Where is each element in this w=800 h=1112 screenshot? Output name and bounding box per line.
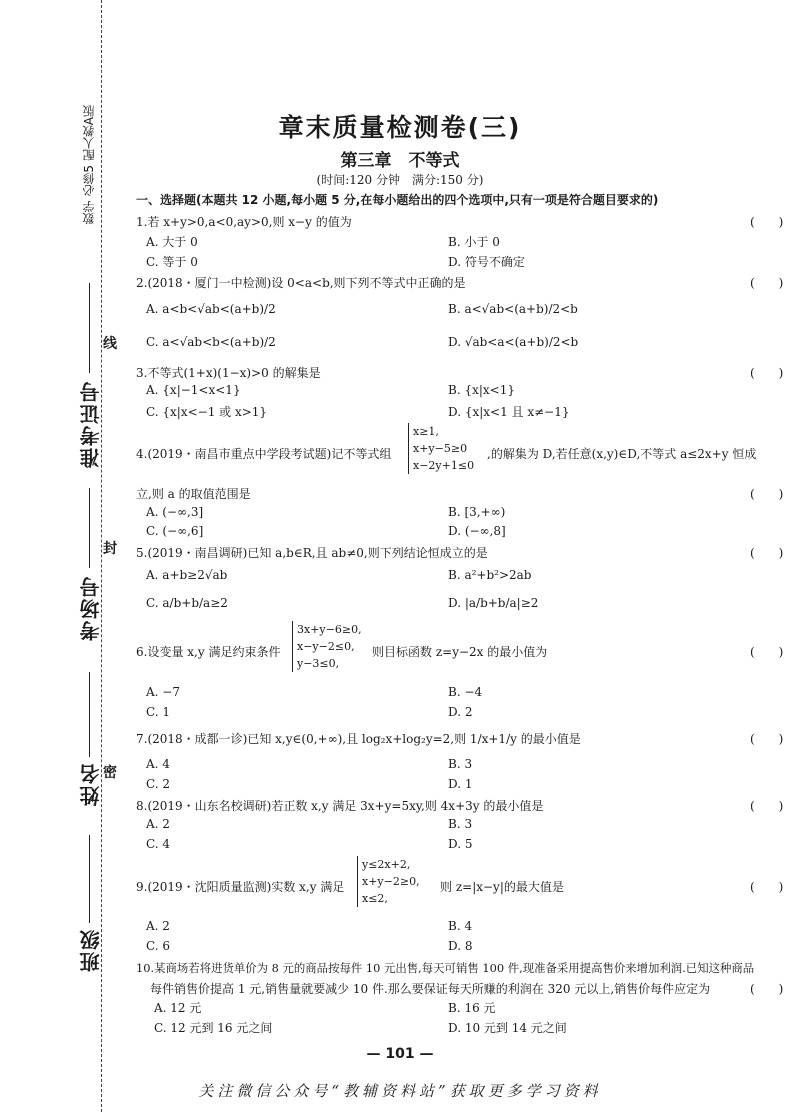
answer-blank-4[interactable]: ( )	[750, 487, 784, 501]
chapter-title: 第三章 不等式	[340, 151, 460, 171]
field-exam-number: 准考证号	[79, 380, 103, 468]
seal-mark-secret: 密	[103, 765, 117, 781]
q9-option-b[interactable]: B. 4	[448, 919, 473, 933]
question-4-stem-2: 立,则 a 的取值范围是	[136, 487, 251, 501]
question-10-stem: 10.某商场若将进货单价为 8 元的商品按每件 10 元出售,每天可销售 100 件,现准备采用提高售价来增加利润.已知这种商品	[136, 961, 755, 975]
q6-option-c[interactable]: C. 1	[146, 705, 171, 719]
q7-option-b[interactable]: B. 3	[448, 757, 473, 771]
q9-constraint-system	[357, 856, 420, 907]
q9-system-line: x≤2,	[362, 892, 388, 905]
answer-blank-5[interactable]: ( )	[750, 546, 784, 560]
q3-option-d[interactable]: D. {x|x<1 且 x≠−1}	[448, 405, 570, 419]
answer-blank-1[interactable]: ( )	[750, 215, 784, 229]
answer-blank-9[interactable]: ( )	[750, 880, 784, 894]
q1-option-c[interactable]: C. 等于 0	[146, 255, 198, 269]
q3-option-a[interactable]: A. {x|−1<x<1}	[146, 383, 241, 397]
question-4-stem-tail: ,的解集为 D,若任意(x,y)∈D,不等式 a≤2x+y 恒成	[487, 447, 757, 461]
field-exam-number-line	[89, 283, 90, 373]
answer-blank-6[interactable]: ( )	[750, 645, 784, 659]
q10-option-d[interactable]: D. 10 元到 14 元之间	[448, 1021, 567, 1035]
question-9-stem: 9.(2019・沈阳质量监测)实数 x,y 满足	[136, 880, 345, 894]
answer-blank-3[interactable]: ( )	[750, 366, 784, 380]
q4-inequality-system	[408, 423, 474, 474]
seal-mark-seal: 封	[103, 541, 117, 557]
q4-system-line: x+y−5≥0	[413, 442, 468, 455]
question-5-stem: 5.(2019・南昌调研)已知 a,b∈R,且 ab≠0,则下列结论恒成立的是	[136, 546, 488, 560]
page-title: 章末质量检测卷(三)	[278, 113, 522, 142]
q4-option-c[interactable]: C. (−∞,6]	[146, 524, 204, 538]
question-4-stem: 4.(2019・南昌市重点中学段考试题)记不等式组	[136, 447, 392, 461]
q5-option-c[interactable]: C. a/b+b/a≥2	[146, 596, 228, 610]
q6-option-b[interactable]: B. −4	[448, 685, 483, 699]
q6-system-line: y−3≤0,	[297, 657, 340, 670]
q8-option-c[interactable]: C. 4	[146, 837, 171, 851]
q9-option-c[interactable]: C. 6	[146, 939, 171, 953]
field-exam-room: 考场号	[79, 575, 103, 641]
q8-option-b[interactable]: B. 3	[448, 817, 473, 831]
answer-blank-2[interactable]: ( )	[750, 276, 784, 290]
field-class-line	[89, 835, 90, 923]
edition-label: 数学 必修5 配人教A版	[82, 105, 96, 225]
section-heading: 一、选择题(本题共 12 小题,每小题 5 分,在每小题给出的四个选项中,只有一项是符合题目要求的)	[136, 193, 659, 207]
page-number: — 101 —	[366, 1046, 434, 1062]
q10-option-b[interactable]: B. 16 元	[448, 1001, 496, 1015]
question-3-stem: 3.不等式(1+x)(1−x)>0 的解集是	[136, 366, 321, 380]
q3-option-c[interactable]: C. {x|x<−1 或 x>1}	[146, 405, 268, 419]
q9-option-d[interactable]: D. 8	[448, 939, 473, 953]
q8-option-d[interactable]: D. 5	[448, 837, 473, 851]
q6-system-line: x−y−2≤0,	[297, 640, 355, 653]
footer-note: 关注微信公众号“教辅资料站”获取更多学习资料	[198, 1082, 602, 1100]
q7-option-c[interactable]: C. 2	[146, 777, 171, 791]
q3-option-b[interactable]: B. {x|x<1}	[448, 383, 515, 397]
q4-system-line: x≥1,	[413, 425, 439, 438]
answer-blank-8[interactable]: ( )	[750, 799, 784, 813]
q10-option-c[interactable]: C. 12 元到 16 元之间	[154, 1021, 273, 1035]
question-7-stem: 7.(2018・成都一诊)已知 x,y∈(0,+∞),且 log₂x+log₂y=2,则 1/x+1/y 的最小值是	[136, 732, 581, 746]
q6-system-line: 3x+y−6≥0,	[297, 623, 362, 636]
q1-option-a[interactable]: A. 大于 0	[146, 235, 198, 249]
q8-option-a[interactable]: A. 2	[146, 817, 170, 831]
question-2-stem: 2.(2018・厦门一中检测)设 0<a<b,则下列不等式中正确的是	[136, 276, 466, 290]
q1-option-b[interactable]: B. 小于 0	[448, 235, 500, 249]
question-6-stem-tail: 则目标函数 z=y−2x 的最小值为	[372, 645, 548, 659]
answer-blank-10[interactable]: ( )	[750, 982, 784, 996]
q7-option-d[interactable]: D. 1	[448, 777, 473, 791]
field-exam-room-line	[89, 488, 90, 568]
question-9-stem-tail: 则 z=|x−y|的最大值是	[440, 880, 564, 894]
q9-system-line: x+y−2≥0,	[362, 875, 420, 888]
q4-option-b[interactable]: B. [3,+∞)	[448, 505, 506, 519]
q2-option-c[interactable]: C. a<√ab<b<(a+b)/2	[146, 335, 276, 349]
q10-option-a[interactable]: A. 12 元	[154, 1001, 202, 1015]
q5-option-b[interactable]: B. a²+b²>2ab	[448, 568, 532, 582]
q5-option-a[interactable]: A. a+b≥2√ab	[146, 568, 228, 582]
q9-system-line: y≤2x+2,	[362, 858, 411, 871]
time-and-score: (时间:120 分钟 满分:150 分)	[316, 173, 484, 187]
q4-option-d[interactable]: D. (−∞,8]	[448, 524, 506, 538]
q6-option-d[interactable]: D. 2	[448, 705, 473, 719]
field-name-line	[89, 672, 90, 757]
answer-blank-7[interactable]: ( )	[750, 732, 784, 746]
question-1-stem: 1.若 x+y>0,a<0,ay>0,则 x−y 的值为	[136, 215, 352, 229]
q7-option-a[interactable]: A. 4	[146, 757, 170, 771]
q5-option-d[interactable]: D. |a/b+b/a|≥2	[448, 596, 539, 610]
q2-option-d[interactable]: D. √ab<a<(a+b)/2<b	[448, 335, 579, 349]
q2-option-b[interactable]: B. a<√ab<(a+b)/2<b	[448, 302, 578, 316]
question-6-stem: 6.设变量 x,y 满足约束条件	[136, 645, 281, 659]
q6-constraint-system	[292, 621, 362, 672]
q6-option-a[interactable]: A. −7	[146, 685, 180, 699]
field-name: 姓名	[79, 762, 103, 806]
q1-option-d[interactable]: D. 符号不确定	[448, 255, 525, 269]
field-class: 班级	[79, 928, 103, 972]
q2-option-a[interactable]: A. a<b<√ab<(a+b)/2	[146, 302, 276, 316]
question-8-stem: 8.(2019・山东名校调研)若正数 x,y 满足 3x+y=5xy,则 4x+3y 的最小值是	[136, 799, 544, 813]
q4-option-a[interactable]: A. (−∞,3]	[146, 505, 204, 519]
seal-mark-line: 线	[103, 336, 117, 352]
q4-system-line: x−2y+1≤0	[413, 459, 475, 472]
q9-option-a[interactable]: A. 2	[146, 919, 170, 933]
question-10-stem-2: 每件销售价提高 1 元,销售量就要减少 10 件.那么要保证每天所赚的利润在 320 元以上,销售价每件应定为	[150, 982, 711, 996]
